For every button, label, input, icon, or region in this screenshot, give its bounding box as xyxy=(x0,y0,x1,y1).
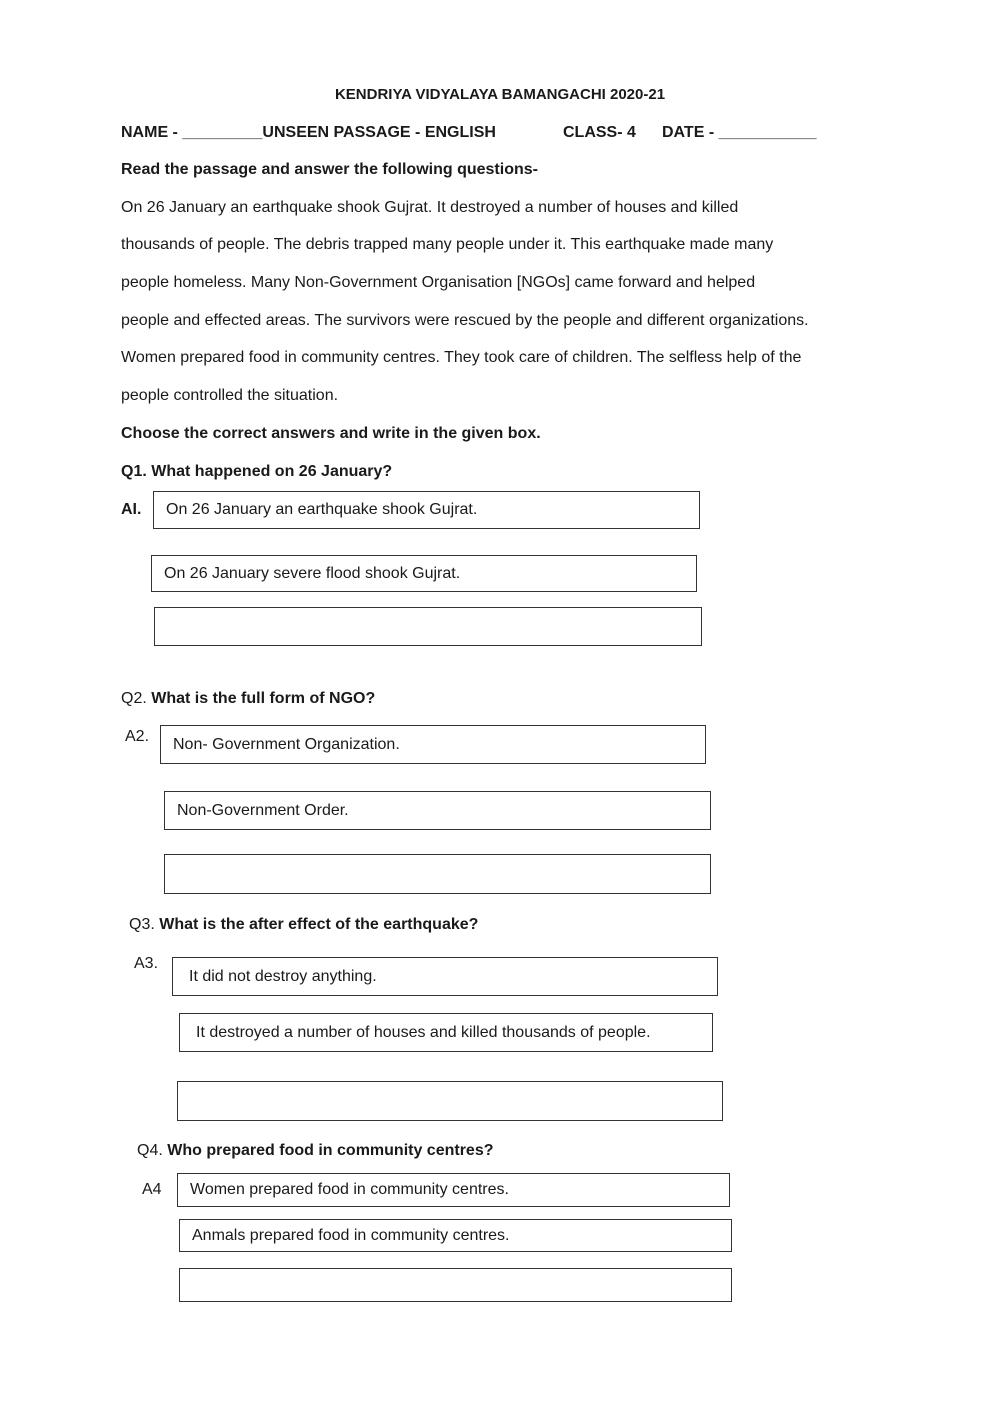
question-text: What is the after effect of the earthquake? xyxy=(159,916,479,933)
question-text: Who prepared food in community centres? xyxy=(167,1142,494,1159)
answer-label: A2. xyxy=(125,728,150,745)
answer-label: A3. xyxy=(134,955,159,972)
question-number: Q1. xyxy=(121,463,147,480)
question-number: Q2. xyxy=(121,690,147,707)
passage-line: On 26 January an earthquake shook Gujrat. It destroyed a number of houses and killed xyxy=(121,199,739,216)
option-box[interactable] xyxy=(179,1219,732,1252)
answer-input-box[interactable] xyxy=(154,607,702,646)
option-box[interactable] xyxy=(172,957,718,996)
option-box[interactable] xyxy=(177,1173,730,1207)
answer-label: A4 xyxy=(142,1181,162,1198)
answer-input-box[interactable] xyxy=(177,1081,723,1121)
instruction: Read the passage and answer the following questions- xyxy=(121,161,538,178)
choose-instruction: Choose the correct answers and write in the given box. xyxy=(121,425,541,442)
question-number: Q3. xyxy=(129,916,155,933)
option-text: It destroyed a number of houses and killed thousands of people. xyxy=(196,1023,651,1041)
passage-line: thousands of people. The debris trapped many people under it. This earthquake made many xyxy=(121,236,774,253)
class-label: CLASS- 4 xyxy=(563,124,636,141)
answer-input-box[interactable] xyxy=(164,854,711,894)
option-box[interactable] xyxy=(164,791,711,830)
date-label: DATE - ___________ xyxy=(662,124,817,141)
page-title: KENDRIYA VIDYALAYA BAMANGACHI 2020-21 xyxy=(334,86,666,103)
option-box[interactable] xyxy=(153,491,700,529)
question-text: What happened on 26 January? xyxy=(151,463,393,480)
answer-label: AI. xyxy=(121,501,142,518)
question-number: Q4. xyxy=(137,1142,163,1159)
passage-line: people homeless. Many Non-Government Organisation [NGOs] came forward and helped xyxy=(121,274,756,291)
question-2 xyxy=(121,690,375,708)
passage-line: people controlled the situation. xyxy=(121,387,339,404)
passage-line: people and effected areas. The survivors were rescued by the people and different organizations. xyxy=(121,312,809,329)
question-text: What is the full form of NGO? xyxy=(151,690,376,707)
question-4 xyxy=(137,1142,494,1160)
option-text: On 26 January an earthquake shook Gujrat. xyxy=(166,501,478,518)
question-3 xyxy=(129,916,478,934)
name-label: NAME - _________UNSEEN PASSAGE - ENGLISH xyxy=(121,124,496,141)
passage-line: Women prepared food in community centres. They took care of children. The selfless help of the xyxy=(121,349,802,366)
option-box[interactable] xyxy=(160,725,706,764)
option-text: Anmals prepared food in community centres. xyxy=(192,1226,510,1244)
answer-input-box[interactable] xyxy=(179,1268,732,1302)
option-text: Women prepared food in community centres. xyxy=(190,1181,509,1198)
option-text: Non-Government Order. xyxy=(177,801,349,819)
option-text: It did not destroy anything. xyxy=(189,967,377,985)
option-box[interactable] xyxy=(179,1013,713,1052)
question-1 xyxy=(121,463,392,481)
option-box[interactable] xyxy=(151,555,697,592)
option-text: Non- Government Organization. xyxy=(173,735,400,753)
option-text: On 26 January severe flood shook Gujrat. xyxy=(164,564,461,582)
